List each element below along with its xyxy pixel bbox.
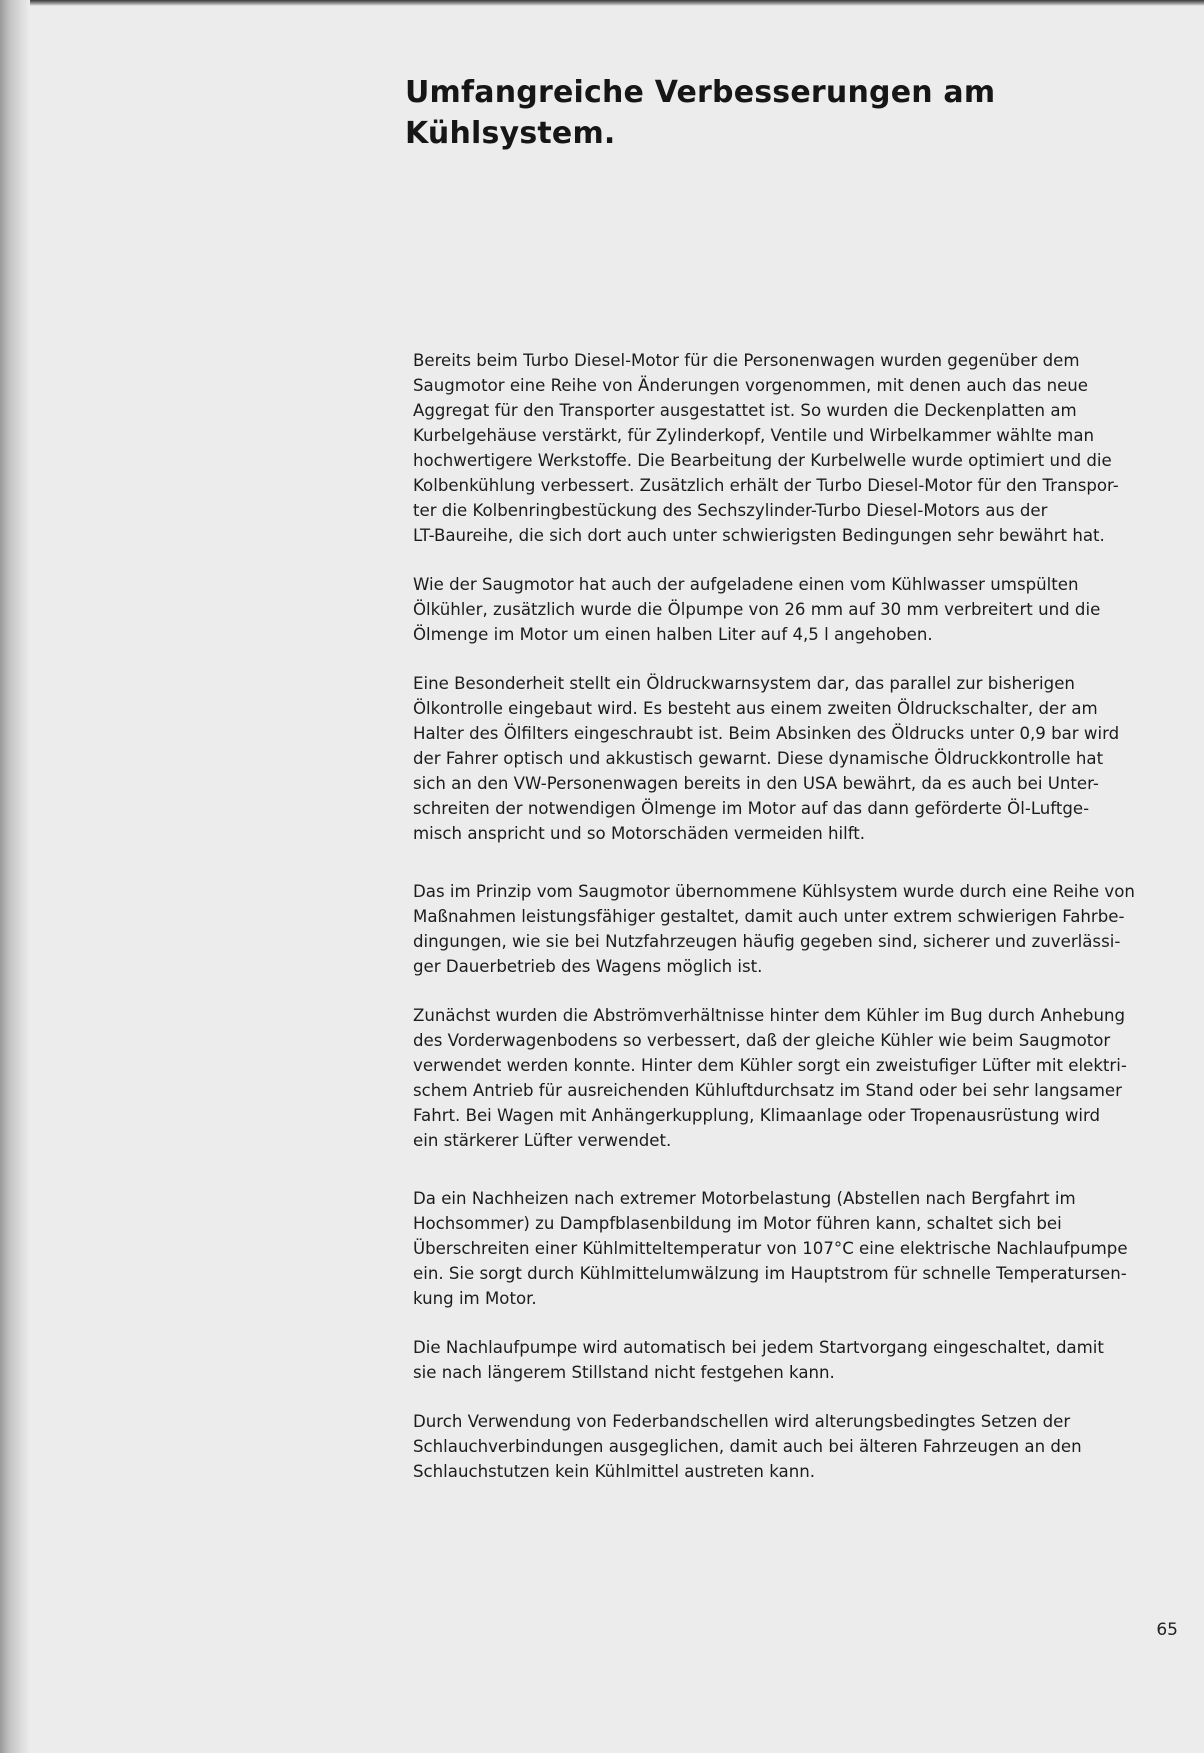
text-line: sich an den VW-Personenwagen bereits in den USA bewährt, da es auch bei Unter- xyxy=(413,774,1099,793)
text-line: Das im Prinzip vom Saugmotor übernommene Kühlsystem wurde durch eine Reihe von xyxy=(413,882,1135,901)
scan-top-edge xyxy=(0,0,1204,6)
text-line: Saugmotor eine Reihe von Änderungen vorgenommen, mit denen auch das neue xyxy=(413,376,1089,395)
text-line: Ölmenge im Motor um einen halben Liter auf 4,5 l angehoben. xyxy=(413,625,933,644)
page-number: 65 xyxy=(1156,1620,1178,1640)
text-line: ter die Kolbenringbestückung des Sechszylinder-Turbo Diesel-Motors aus der xyxy=(413,501,1048,520)
text-line: Halter des Ölfilters eingeschraubt ist. Beim Absinken des Öldrucks unter 0,9 bar wird xyxy=(413,724,1120,743)
text-line: Schlauchverbindungen ausgeglichen, damit auch bei älteren Fahrzeugen an den xyxy=(413,1437,1082,1456)
text-line: des Vorderwagenbodens so verbessert, daß der gleiche Kühler wie beim Saugmotor xyxy=(413,1031,1111,1050)
text-line: misch anspricht und so Motorschäden vermeiden hilft. xyxy=(413,824,866,843)
text-line: ein stärkerer Lüfter verwendet. xyxy=(413,1131,672,1150)
text-line: Ölkühler, zusätzlich wurde die Ölpumpe von 26 mm auf 30 mm verbreitert und die xyxy=(413,600,1101,619)
text-line: Da ein Nachheizen nach extremer Motorbelastung (Abstellen nach Bergfahrt im xyxy=(413,1189,1076,1208)
text-line: Überschreiten einer Kühlmitteltemperatur von 107°C eine elektrische Nachlaufpumpe xyxy=(413,1239,1128,1258)
paragraph-turbo-diesel xyxy=(413,348,1153,548)
text-line: kung im Motor. xyxy=(413,1289,537,1308)
text-line: ger Dauerbetrieb des Wagens möglich ist. xyxy=(413,957,763,976)
text-line: der Fahrer optisch und akkustisch gewarnt. Diese dynamische Öldruckkontrolle hat xyxy=(413,749,1104,768)
title-line: Kühlsystem. xyxy=(405,116,616,151)
text-line: ein. Sie sorgt durch Kühlmittelumwälzung im Hauptstrom für schnelle Temperatursen- xyxy=(413,1264,1127,1283)
text-line: Bereits beim Turbo Diesel-Motor für die Personenwagen wurden gegenüber dem xyxy=(413,351,1080,370)
text-line: Kolbenkühlung verbessert. Zusätzlich erhält der Turbo Diesel-Motor für den Transpor- xyxy=(413,476,1119,495)
text-line: Aggregat für den Transporter ausgestattet ist. So wurden die Deckenplatten am xyxy=(413,401,1077,420)
text-line: LT-Baureihe, die sich dort auch unter schwierigsten Bedingungen sehr bewährt hat. xyxy=(413,526,1105,545)
paragraph-oil-cooler xyxy=(413,572,1153,647)
text-line: sie nach längerem Stillstand nicht festgehen kann. xyxy=(413,1363,835,1382)
title-line: Umfangreiche Verbesserungen am xyxy=(405,75,996,110)
text-line: Hochsommer) zu Dampfblasenbildung im Motor führen kann, schaltet sich bei xyxy=(413,1214,1062,1233)
text-line: dingungen, wie sie bei Nutzfahrzeugen häufig gegeben sind, sicherer und zuverlässi- xyxy=(413,932,1121,951)
paragraph-pump-start xyxy=(413,1335,1153,1385)
paragraph-afterrun-pump xyxy=(413,1186,1153,1311)
text-line: Eine Besonderheit stellt ein Öldruckwarnsystem dar, das parallel zur bisherigen xyxy=(413,674,1075,693)
paragraph-oil-pressure-warning xyxy=(413,671,1153,846)
text-line: Ölkontrolle eingebaut wird. Es besteht aus einem zweiten Öldruckschalter, der am xyxy=(413,699,1098,718)
text-line: Durch Verwendung von Federbandschellen wird alterungsbedingtes Setzen der xyxy=(413,1412,1071,1431)
page-title xyxy=(405,72,1125,154)
body-text xyxy=(413,348,1153,1508)
text-line: verwendet werden konnte. Hinter dem Kühler sorgt ein zweistufiger Lüfter mit elektri- xyxy=(413,1056,1127,1075)
text-line: Fahrt. Bei Wagen mit Anhängerkupplung, Klimaanlage oder Tropenausrüstung wird xyxy=(413,1106,1101,1125)
text-line: Maßnahmen leistungsfähiger gestaltet, damit auch unter extrem schwierigen Fahrbe- xyxy=(413,907,1125,926)
scan-binding-shadow xyxy=(0,0,30,1753)
text-line: schreiten der notwendigen Ölmenge im Motor auf das dann geförderte Öl-Luftge- xyxy=(413,799,1090,818)
paragraph-hose-clamps xyxy=(413,1409,1153,1484)
paragraph-radiator-fan xyxy=(413,1003,1153,1153)
text-line: hochwertigere Werkstoffe. Die Bearbeitung der Kurbelwelle wurde optimiert und die xyxy=(413,451,1112,470)
text-line: Wie der Saugmotor hat auch der aufgeladene einen vom Kühlwasser umspülten xyxy=(413,575,1079,594)
text-line: schem Antrieb für ausreichenden Kühluftdurchsatz im Stand oder bei sehr langsamer xyxy=(413,1081,1122,1100)
text-line: Schlauchstutzen kein Kühlmittel austreten kann. xyxy=(413,1462,816,1481)
text-line: Die Nachlaufpumpe wird automatisch bei jedem Startvorgang eingeschaltet, damit xyxy=(413,1338,1104,1357)
paragraph-cooling-system xyxy=(413,879,1153,979)
text-line: Zunächst wurden die Abströmverhältnisse hinter dem Kühler im Bug durch Anhebung xyxy=(413,1006,1126,1025)
text-line: Kurbelgehäuse verstärkt, für Zylinderkopf, Ventile und Wirbelkammer wählte man xyxy=(413,426,1095,445)
